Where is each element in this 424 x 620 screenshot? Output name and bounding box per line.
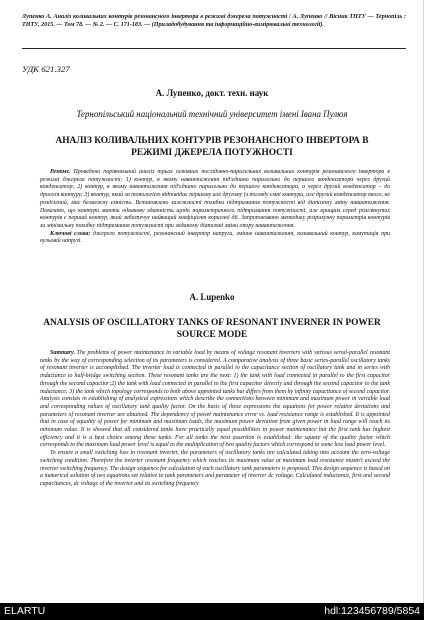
keywords-text: джерело потужності, резонансний інвертор напруги, змінне навантаження, коливальний контур, комутація при нульовій напрузі. <box>40 230 390 245</box>
footer-handle: hdl:123456789/5854 <box>324 605 420 617</box>
affiliation-ukrainian: Тернопільський національний технічний університет імені Івана Пулюя <box>76 109 348 119</box>
footer-repository-label: ELARTU <box>4 605 46 617</box>
summary-text-1: The problems of power maintenance in variable load by means of voltage resonant inverters with various serial-parallel resonant tanks by the way of corresponding selection of its parameters is considered. A comparative analysis of three basic series-parallel oscillatory tanks of resonant inverter is accomplished. The inverter load is connected in parallel to the capacitance section of oscillatory tank and in series with inductance to half-bridge switching section. These resonant tanks are the next: 1) the tank with load connected in parallel to the first capacitor through the second capacitor;2) the tank with load connected in parallel to the first capacitor directly and through the second capacitor to the tank inductance; 3) the tank which topology corresponds to both above appointed tanks but differs from them by infinity capacitance of second capacitor. Analysis consists in establishing of analytical expressions which describe the connections between minimum and maximum power in variable load and corresponding values of oscillatory tank quality factor. On the basis of these expressions the equations for power relative deviations and parameters of resonant inverter are obtained. The dependency of power maintenance error vs. load resistance range is established. It is appointed that in case of equality of power for minimum and maximum loads, the maximum power deviation from given power in load range will reach its minimum value. It is showed that all considered tanks have practically equal possibilities in power maintenance but the first tank has highest efficiency and it is a best choice among these tanks. For all tanks the next assertion is established: the square of the quality factor which corresponds to the maximum load power level is equal to the multiplication of two quality factors which correspond to some less load power level. <box>40 350 390 449</box>
title-ukrainian: АНАЛІЗ КОЛИВАЛЬНИХ КОНТУРІВ РЕЗОНАНСНОГО ІНВЕРТОРА В РЕЖИМІ ДЖЕРЕЛА ПОТУЖНОСТІ <box>55 136 369 158</box>
keywords-paragraph <box>40 231 390 246</box>
keywords-lead: Ключові слова: <box>50 230 91 237</box>
citation-header: Лупенко А. Аналіз коливальних контурів резонансного інвертора в режимі джерела потужності / А. Лупенко // Вісник ТНТУ — Тернопіль : ТНТУ, 2015. — Том 78. — № 2. — С. 171-183. — (Приладобудування та інформаційно-вимірювальні технології). <box>22 14 406 28</box>
abstract-lead: Резюме. <box>50 169 71 175</box>
udk-code: УДК 621.327 <box>22 64 70 74</box>
title-english: ANALYSIS OF OSCILLATORY TANKS OF RESONANT INVERNER IN POWER SOURCE MODE <box>43 318 381 340</box>
author-english: A. Lupenko <box>189 292 235 302</box>
abstract-ukrainian <box>40 169 390 246</box>
author-ukrainian: А. Лупенко, докт. техн. наук <box>155 88 269 98</box>
summary-paragraph-1 <box>40 350 390 450</box>
abstract-text: Проведено порівняльний аналіз трьох основних послідовно-паралельних коливальних контурів резонансного інвертора в режимі джерела потужності: 1) контур, в якому навантаження під'єднано паралельно до першого конденсатора через другий конденсатор; 2) контур, в якому навантаження під'єднано паралельно до першого конденсатора, а через другий конденсатор – до дроселя контуру; 3) контур, який за топологією відповідає першому але другому (з погляду ємні контури, але другий конденсатор якого, не розділений, має безмежну ємність. Встановлено залежності похибки підтримання потужності від діапазону зміну навантаження. Показано, що контури мають однакову здатність щодо параметричного підтримання потужності, але кращим серед розглянутих контурів є перший контур, який забезпечує найвищий коефіцієнт корисної дії. Запропоновано методику розрахунку параметрів контурів за мінімальну похибку підтримання потужності при заданому діапазоні зміни опору навантаження. <box>40 169 390 229</box>
abstract-ukrainian-paragraph <box>40 169 390 231</box>
summary-english <box>40 350 390 489</box>
summary-lead: Summary. <box>50 350 75 356</box>
header-divider <box>22 48 406 49</box>
summary-paragraph-2: To ensure a small switching loss in resonant inverter, the parameters of oscillatory tanks are calculated taking into account the zero-voltage switching condition. Therefore the inverter resonant frequency which reaches its maximum value at maximum load resistance mustn't exceed the inverter switching frequency. The design sequence for calculation of each oscillatory tank parameters is proposed. This design sequence is based on a numerical solution of two equations set relative to tank parameters and parameter of inverter dc voltage. Calculated inductance, first and second capacitances, dc voltage of the inverter and its switching frequency <box>40 450 390 487</box>
